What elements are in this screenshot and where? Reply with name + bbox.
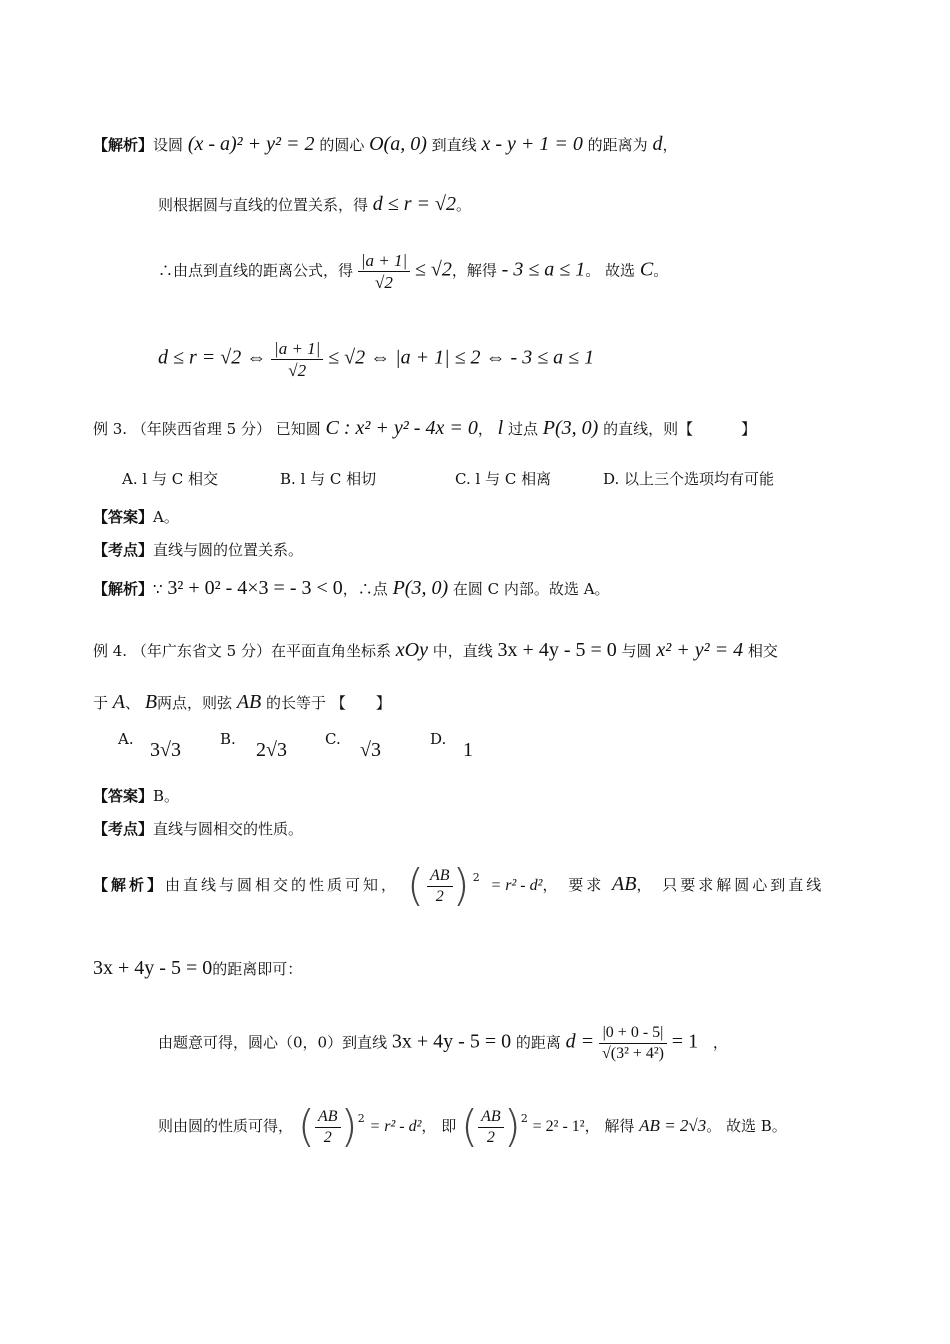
fraction-numerator: AB [478,1109,504,1128]
option-key: A. [122,470,138,488]
ex4-option-b-text: 2√3 [256,739,287,761]
computation-math: 3² + 0² - 4×3 = - 3 < 0 [167,577,343,599]
option-text: l 与 C 相离 [475,470,552,488]
distance-d: d = [565,1030,595,1053]
fraction-denominator: √(3² + 4²) [601,1045,665,1062]
answer-text: B。 [153,787,180,805]
ex3-knowledge-point [93,543,303,558]
ex3-question [93,418,756,438]
option-text: l 与 C 相切 [300,470,377,488]
fraction-numerator: AB [427,868,453,887]
line-equation: 3x + 4y - 5 = 0 [497,639,617,661]
option-key: B. [280,470,296,488]
fraction-denominator: 2 [486,1128,495,1146]
coordinate-system: xOy [395,639,428,661]
text: 于 [93,694,109,712]
ex4-question-line1 [93,640,778,660]
ex4-question-line2 [93,692,391,712]
ex4-option-d-key: D. [430,730,447,748]
half-chord-fraction [315,1109,341,1146]
text: 】 [375,694,391,712]
chord-ab: AB [612,873,637,895]
left-paren: ( [406,860,427,911]
point-text: 直线与圆的位置关系。 [153,541,304,559]
ex3-analysis [93,578,610,598]
text: 。 故选 [585,261,636,280]
ex3-option-c [455,472,551,487]
right-paren: ) [452,860,473,911]
ex4-option-b-key: B. [220,730,236,748]
answer-text: A。 [153,508,179,526]
ex4-option-a-key: A. [118,730,134,748]
point-label: 【考点】 [93,820,154,838]
text: 的直线，则【 [603,420,694,438]
rhs-math: = r² - d² [490,877,543,894]
ex3-option-d [603,472,774,487]
text: ∵ [153,580,163,598]
circle-equation: C : x² + y² - 4x = 0 [325,417,478,439]
distance-fraction [358,252,410,291]
right-paren: ) [340,1101,358,1152]
text: 与圆 [621,642,652,660]
fraction-denominator: 2 [323,1128,332,1146]
text: 】 [741,420,757,438]
point-a: A [112,691,126,713]
ex4-option-c-key: C. [325,730,341,748]
circle-equation: x² + y² = 4 [656,639,744,661]
fraction-numerator: |a + 1| [271,340,323,360]
text: 的圆心 [319,136,365,154]
distance-fraction [599,1025,667,1062]
ex4-option-c-text: √3 [360,739,381,761]
example-label: 例 4. [93,642,128,660]
text: 则由圆的性质可得， [158,1117,294,1135]
ex4-answer [93,789,179,804]
example-source: （年陕西省理 5 分） [131,420,271,438]
text: ， 只要求解圆心到直线 [636,876,825,894]
ex4-analysis-line2 [93,958,302,978]
option-text: l 与 C 相交 [142,470,218,488]
point-text: 直线与圆相交的性质。 [153,820,304,838]
point-label: 【考点】 [93,541,154,559]
distance-fraction [271,340,323,379]
fraction-denominator: 2 [435,887,444,905]
text: 相交 [747,642,778,660]
analysis-label: 【解析】 [93,136,154,154]
ex4-analysis-line1: 【解析】由直线与圆相交的性质可知， ( $\frac{AB}{2}$ )$^2$ = r² - d²， 要求 AB， 只要求解圆心到直线 [93,860,825,911]
text: 由直线与圆相交的性质可知， [165,876,400,894]
line-equation: 3x + 4y - 5 = 0 [391,1030,512,1053]
point-math: P(3, 0) [542,417,599,439]
text: 的距离为 [587,136,648,154]
distance-symbol: d [652,133,663,155]
ex3-answer [93,510,179,525]
ex3-option-a [122,472,218,487]
right-paren: ) [503,1101,521,1152]
line-equation: 3x + 4y - 5 = 0 [93,957,213,979]
text: ， [712,1033,728,1052]
fraction-denominator: √2 [375,273,393,292]
text: ， 即 [421,1117,457,1135]
fraction-numerator: |0 + 0 - 5| [599,1025,667,1044]
ex4-knowledge-point [93,822,303,837]
text: ，∴点 [342,580,388,598]
text: 中，直线 [432,642,493,660]
rhs-math: = 2² - 1² [532,1118,585,1135]
range-math: - 3 ≤ a ≤ 1 [501,258,586,281]
chain-math-post: ≤ √2 ⇔ |a + 1| ≤ 2 ⇔ - 3 ≤ a ≤ 1 [328,346,595,369]
text: 的长等于 【 [266,694,346,712]
text: ， 解得 [584,1117,635,1135]
half-chord-fraction [478,1109,504,1146]
example-label: 例 3. [93,420,128,438]
choice-math: C [639,258,654,281]
ex2-analysis-line2 [158,194,471,214]
answer-label: 【答案】 [93,787,154,805]
text: 、 [125,694,141,712]
point-b: B [144,691,158,713]
chain-math-pre: d ≤ r = √2 ⇔ [158,346,267,369]
option-text: 以上三个选项均有可能 [624,470,775,488]
relation-math: d ≤ r = √2 [372,193,457,215]
ex4-analysis-line3 [158,1025,728,1062]
ex4-option-a-text: 3√3 [150,739,181,761]
example-source: （年广东省文 5 分） [131,642,271,660]
text: 设圆 [153,136,184,154]
text: 的距离即可： [212,960,303,978]
fraction-numerator: |a + 1| [358,252,410,272]
circle-center: O(a, 0) [369,133,427,155]
text: ∴由点到直线的距离公式，得 [158,261,354,280]
analysis-label: 【解析】 [93,876,166,894]
analysis-label: 【解析】 [93,580,154,598]
text: 已知圆 [275,420,321,438]
line-equation: x - y + 1 = 0 [481,133,583,155]
ex4-option-d-text: 1 [463,739,473,761]
ex2-analysis-line4 [158,340,594,379]
option-key: C. [455,470,471,488]
text: 由题意可得，圆心（0，0）到直线 [158,1033,388,1052]
fraction-denominator: √2 [288,361,307,380]
point-math: P(3, 0) [392,577,449,599]
text: 两点，则弦 [157,694,233,712]
text: 在圆 C 内部。故选 A。 [452,580,610,598]
answer-label: 【答案】 [93,508,154,526]
text: 。 [456,196,472,214]
ex3-option-b [280,472,376,487]
left-paren: ( [460,1101,479,1152]
ex2-analysis-line3 [158,252,668,291]
text: 则根据圆与直线的位置关系，得 [158,196,369,214]
fraction-numerator: AB [315,1109,341,1128]
left-paren: ( [297,1101,315,1152]
distance-result: = 1 [671,1030,699,1053]
ex2-analysis-line1 [93,134,677,154]
text: 在平面直角坐标系 [270,642,391,660]
half-chord-fraction [427,868,453,905]
text: 到直线 [431,136,477,154]
rhs-math: = r² - d² [369,1118,422,1135]
line-symbol: l [497,417,504,439]
text: ， 要求 [542,876,605,894]
ex4-analysis-line4: 则由圆的性质可得， ( $\frac{AB}{2}$ )$^2$ = r² - d²， 即 ( $\frac{AB}{2}$ )$^2$ = 2² - 1²， 解得 AB = 2√3。 故选 B。 [158,1101,787,1152]
text: 。 [653,261,669,280]
text: ，解得 [451,261,497,280]
option-key: D. [603,470,620,488]
result-math: AB = 2√3 [639,1116,707,1135]
text: 的距离 [515,1033,561,1052]
text: ， [662,136,678,154]
relation-math: ≤ √2 [414,258,452,281]
text: ， [477,420,493,438]
chord-ab: AB [236,691,262,713]
text: 过点 [507,420,538,438]
circle-equation: (x - a)² + y² = 2 [187,133,315,155]
text: 。 故选 B。 [706,1117,787,1135]
